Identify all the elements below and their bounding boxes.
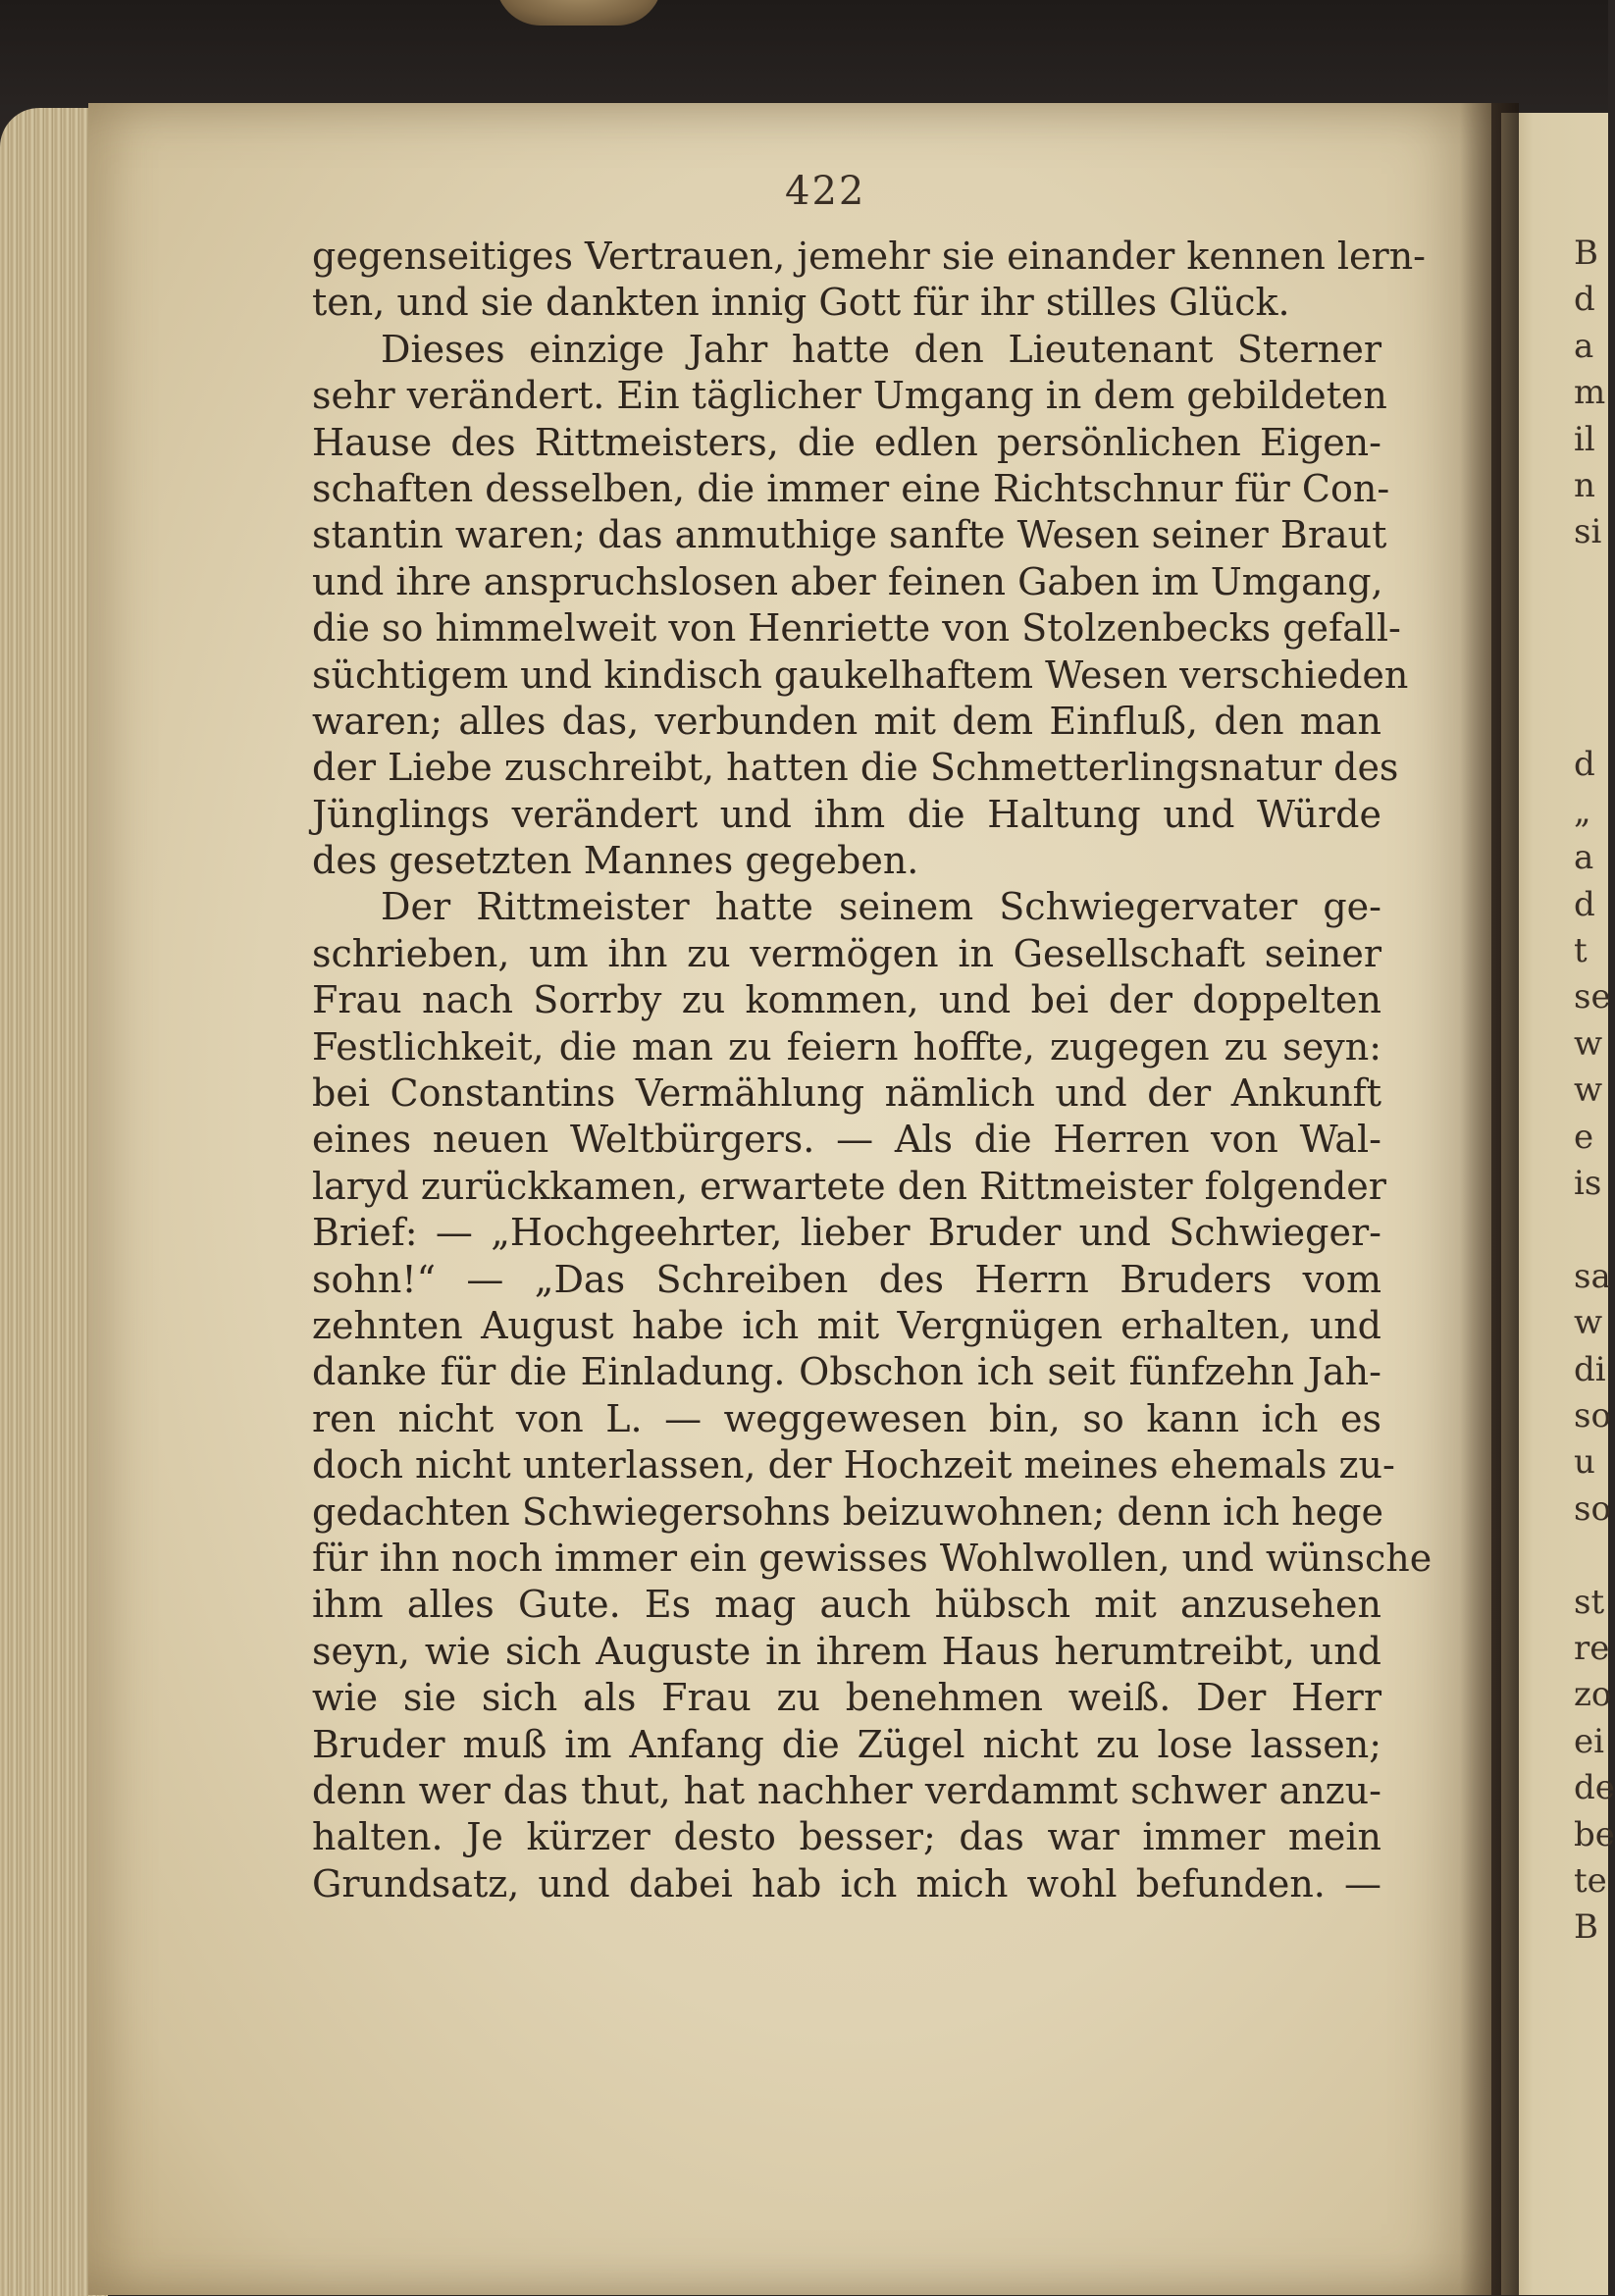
- right-page-fragment: „: [1574, 791, 1591, 831]
- right-page-fragment: is: [1574, 1164, 1602, 1203]
- right-page-fragment: ei: [1574, 1721, 1604, 1761]
- right-page-fragment: re: [1574, 1629, 1610, 1668]
- text-line: Dieses einzige Jahr hatte den Lieutenant Sterner: [381, 327, 1381, 371]
- right-page-fragment: so: [1574, 1488, 1611, 1529]
- right-page-fragment: m: [1574, 373, 1606, 413]
- right-page-fragment: a: [1574, 838, 1594, 878]
- text-line: danke für die Einladung. Obschon ich seit fünfzehn Jah-: [312, 1350, 1381, 1394]
- right-page-fragment: so: [1574, 1396, 1611, 1435]
- text-line: des gesetzten Mannes gegeben.: [312, 839, 919, 883]
- right-page-fragment: e: [1574, 1117, 1594, 1157]
- text-line: Festlichkeit, die man zu feiern hoffte, zugegen zu seyn:: [312, 1024, 1381, 1069]
- text-line: waren; alles das, verbunden mit dem Einfluß, den man: [312, 699, 1381, 743]
- right-page-fragment: si: [1574, 512, 1602, 552]
- text-line: ihm alles Gute. Es mag auch hübsch mit anzusehen: [312, 1583, 1381, 1627]
- right-page-fragment: w: [1574, 1070, 1603, 1111]
- right-page-fragment: zo: [1574, 1675, 1612, 1715]
- text-line: der Liebe zuschreibt, hatten die Schmetterlingsnatur des: [312, 746, 1399, 790]
- right-page-fragment: B: [1574, 234, 1598, 273]
- text-line: wie sie sich als Frau zu benehmen weiß. Der Herr: [312, 1676, 1381, 1720]
- text-line: Bruder muß im Anfang die Zügel nicht zu lose lassen;: [312, 1722, 1381, 1766]
- right-page-fragment: se: [1574, 977, 1611, 1018]
- text-line: Frau nach Sorrby zu kommen, und bei der doppelten: [312, 978, 1381, 1022]
- text-line: schrieben, um ihn zu vermögen in Gesellschaft seiner: [312, 931, 1381, 975]
- text-line: Der Rittmeister hatte seinem Schwiegervater ge-: [381, 885, 1381, 929]
- text-line: süchtigem und kindisch gaukelhaftem Wesen verschieden: [312, 652, 1409, 697]
- book-gutter: [1460, 103, 1519, 2295]
- text-line: Hause des Rittmeisters, die edlen persönlichen Eigen-: [312, 420, 1381, 464]
- right-page-fragment: w: [1574, 1303, 1603, 1343]
- text-line: eines neuen Weltbürgers. — Als die Herren von Wal-: [312, 1118, 1381, 1162]
- right-page-fragment: d: [1574, 884, 1595, 924]
- text-line: ren nicht von L. — weggewesen bin, so kann ich es: [312, 1396, 1381, 1440]
- right-page-fragment: d: [1574, 745, 1595, 785]
- text-line: gedachten Schwiegersohns beizuwohnen; denn ich hege: [312, 1489, 1383, 1534]
- text-line: Brief: — „Hochgeehrter, lieber Bruder und Schwieger-: [312, 1211, 1381, 1255]
- text-line: die so himmelweit von Henriette von Stolzenbecks gefall-: [312, 606, 1401, 651]
- right-page-fragment: il: [1574, 419, 1595, 459]
- text-line: laryd zurückkamen, erwartete den Rittmeister folgender: [312, 1164, 1386, 1208]
- text-line: ten, und sie dankten innig Gott für ihr stilles Glück.: [312, 281, 1290, 325]
- right-page-fragment: sa: [1574, 1256, 1611, 1296]
- right-page-fragment: st: [1574, 1582, 1605, 1622]
- right-page-fragment: n: [1574, 466, 1595, 505]
- right-page-fragment: d: [1574, 280, 1595, 320]
- text-line: bei Constantins Vermählung nämlich und der Ankunft: [312, 1071, 1381, 1116]
- text-line: sohn!“ — „Das Schreiben des Herrn Bruders vom: [312, 1257, 1381, 1301]
- text-line: und ihre anspruchslosen aber feinen Gaben im Umgang,: [312, 559, 1383, 603]
- right-page-fragment: u: [1574, 1442, 1595, 1483]
- text-line: für ihn noch immer ein gewisses Wohlwollen, und wünsche: [312, 1536, 1433, 1580]
- text-line: doch nicht unterlassen, der Hochzeit meines ehemals zu-: [312, 1443, 1395, 1487]
- text-line: halten. Je kürzer desto besser; das war immer mein: [312, 1815, 1381, 1859]
- right-page-fragment: te: [1574, 1861, 1607, 1901]
- text-line: zehnten August habe ich mit Vergnügen erhalten, und: [312, 1303, 1381, 1347]
- right-page-fragment: B: [1574, 1907, 1598, 1948]
- text-line: Grundsatz, und dabei hab ich mich wohl befunden. —: [312, 1861, 1381, 1905]
- text-line: schaften desselben, die immer eine Richtschnur für Con-: [312, 466, 1390, 510]
- text-line: Jünglings verändert und ihm die Haltung und Würde: [312, 792, 1381, 836]
- text-line: sehr verändert. Ein täglicher Umgang in dem gebildeten: [312, 374, 1387, 418]
- right-page-fragment: di: [1574, 1349, 1606, 1389]
- right-page-fragment: w: [1574, 1023, 1603, 1064]
- page-number: 422: [785, 169, 866, 214]
- page-text: [312, 234, 1433, 1907]
- right-page-fragment: a: [1574, 326, 1594, 366]
- text-line: denn wer das thut, hat nachher verdammt schwer anzu-: [312, 1768, 1381, 1812]
- right-page-fragment: be: [1574, 1814, 1615, 1854]
- right-page-fragment: de: [1574, 1768, 1615, 1808]
- right-page-fragment: t: [1574, 931, 1588, 970]
- text-line: seyn, wie sich Auguste in ihrem Haus herumtreibt, und: [312, 1629, 1381, 1673]
- text-line: stantin waren; das anmuthige sanfte Wesen seiner Braut: [312, 513, 1387, 557]
- text-line: gegenseitiges Vertrauen, jemehr sie einander kennen lern-: [312, 235, 1427, 278]
